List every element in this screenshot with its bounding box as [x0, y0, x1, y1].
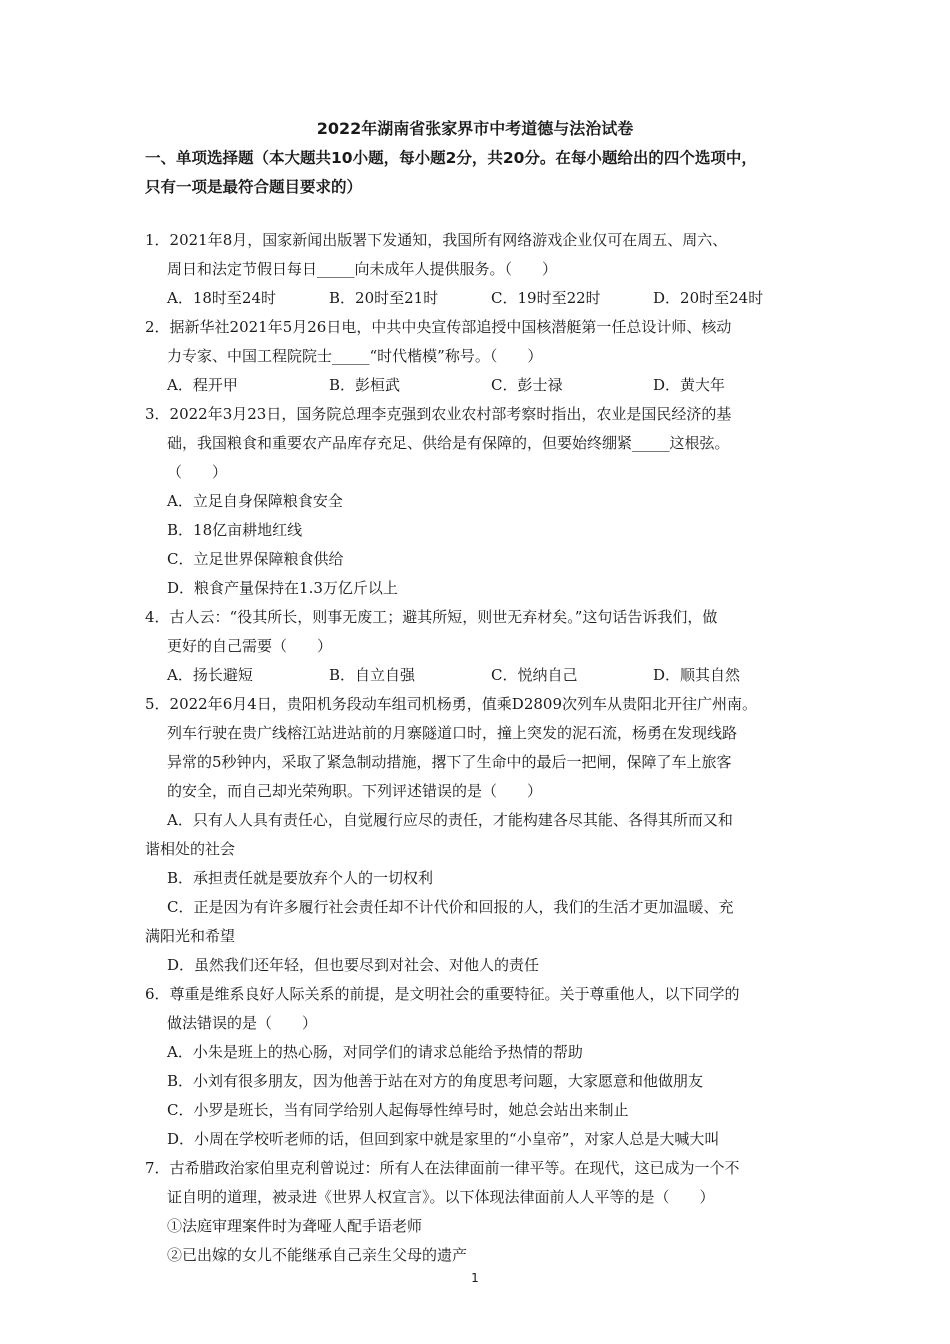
question-3-stem-cont: 础，我国粮食和重要农产品库存充足、供给是有保障的，但要始终绷紧_____这根弦。: [167, 434, 730, 452]
question-3-stem: 3．2022年3月23日，国务院总理李克强到农业农村部考察时指出，农业是国民经济的基: [145, 405, 732, 423]
question-4: [145, 603, 825, 690]
option-c[interactable]: C．彭士禄: [491, 376, 563, 394]
question-2-stem: 2．据新华社2021年5月26日电，中共中央宣传部追授中国核潜艇第一任总设计师、核动: [145, 318, 732, 336]
option-b[interactable]: B．20时至21时: [329, 289, 439, 307]
question-1-stem-cont: 周日和法定节假日每日_____向未成年人提供服务。（ ）: [167, 260, 558, 278]
question-6-stem: 6．尊重是维系良好人际关系的前提，是文明社会的重要特征。关于尊重他人，以下同学的: [145, 985, 740, 1003]
question-2: [145, 313, 825, 400]
option-d[interactable]: D．黄大年: [653, 376, 726, 394]
question-5: [145, 690, 825, 980]
question-5-stem-cont: 列车行驶在贵广线榕江站进站前的月寨隧道口时，撞上突发的泥石流，杨勇在发现线路: [167, 724, 738, 742]
option-b[interactable]: B．小刘有很多朋友，因为他善于站在对方的角度思考问题，大家愿意和他做朋友: [167, 1072, 704, 1090]
question-4-options: [145, 661, 825, 690]
option-a[interactable]: A．程开甲: [167, 376, 238, 394]
page-number: 1: [471, 1271, 479, 1285]
section-heading-line-2: 只有一项是最符合题目要求的）: [145, 178, 363, 196]
statement-2: ②已出嫁的女儿不能继承自己亲生父母的遗产: [167, 1246, 468, 1264]
question-list: [145, 226, 825, 1270]
page-title: 2022年湖南省张家界市中考道德与法治试卷: [316, 119, 634, 138]
option-a[interactable]: A．扬长避短: [167, 666, 253, 684]
question-6: [145, 980, 825, 1154]
question-5-stem-cont: 异常的5秒钟内，采取了紧急制动措施，撂下了生命中的最后一把闸，保障了车上旅客: [167, 753, 732, 771]
option-a[interactable]: A．小朱是班上的热心肠，对同学们的请求总能给予热情的帮助: [167, 1043, 583, 1061]
question-7-stem: 7．古希腊政治家伯里克利曾说过：所有人在法律面前一律平等。在现代，这已成为一个不: [145, 1159, 740, 1177]
option-b[interactable]: B．自立自强: [329, 666, 416, 684]
option-c[interactable]: C．19时至22时: [491, 289, 601, 307]
question-3: [145, 400, 825, 603]
statement-1: ①法庭审理案件时为聋哑人配手语老师: [167, 1217, 423, 1235]
option-d[interactable]: D．小周在学校听老师的话，但回到家中就是家里的“小皇帝”，对家人总是大喊大叫: [167, 1130, 720, 1148]
option-c[interactable]: C．正是因为有许多履行社会责任却不计代价和回报的人，我们的生活才更加温暖、充: [167, 898, 734, 916]
option-b[interactable]: B．18亿亩耕地红线: [167, 521, 303, 539]
option-a[interactable]: A．只有人人具有责任心，自觉履行应尽的责任，才能构建各尽其能、各得其所而又和: [167, 811, 733, 829]
option-b[interactable]: B．承担责任就是要放弃个人的一切权利: [167, 869, 434, 887]
question-1-stem: 1．2021年8月，国家新闻出版署下发通知，我国所有网络游戏企业仅可在周五、周六、: [145, 231, 728, 249]
question-5-stem-cont: 的安全，而自己却光荣殉职。下列评述错误的是（ ）: [167, 782, 543, 800]
option-b[interactable]: B．彭桓武: [329, 376, 401, 394]
option-d[interactable]: D．顺其自然: [653, 666, 741, 684]
question-3-answer-bracket: （ ）: [167, 463, 228, 481]
question-1: [145, 226, 825, 313]
option-d[interactable]: D．虽然我们还年轻，但也要尽到对社会、对他人的责任: [167, 956, 540, 974]
question-4-stem-cont: 更好的自己需要（ ）: [167, 637, 333, 655]
option-a[interactable]: A．18时至24时: [167, 289, 277, 307]
option-a[interactable]: A．立足自身保障粮食安全: [167, 492, 343, 510]
question-1-options: [145, 284, 825, 313]
option-c[interactable]: C．立足世界保障粮食供给: [167, 550, 344, 568]
question-4-stem: 4．古人云：“役其所长，则事无废工；避其所短，则世无弃材矣。”这句话告诉我们，做: [145, 608, 718, 626]
section-heading: [145, 144, 825, 202]
option-c-cont: 满阳光和希望: [145, 927, 236, 945]
question-7: [145, 1154, 825, 1270]
question-5-stem: 5．2022年6月4日，贵阳机务段动车组司机杨勇，值乘D2809次列车从贵阳北开往广州南。: [145, 695, 758, 713]
option-c[interactable]: C．悦纳自己: [491, 666, 578, 684]
option-c[interactable]: C．小罗是班长，当有同学给别人起侮辱性绰号时，她总会站出来制止: [167, 1101, 629, 1119]
option-d[interactable]: D．粮食产量保持在1.3万亿斤以上: [167, 579, 398, 597]
option-a-cont: 谐相处的社会: [145, 840, 236, 858]
section-heading-line-1: 一、单项选择题（本大题共10小题，每小题2分，共20分。在每小题给出的四个选项中，: [145, 149, 757, 167]
question-2-stem-cont: 力专家、中国工程院院士_____“时代楷模”称号。（ ）: [167, 347, 543, 365]
question-6-stem-cont: 做法错误的是（ ）: [167, 1014, 318, 1032]
option-d[interactable]: D．20时至24时: [653, 289, 764, 307]
question-2-options: [145, 371, 825, 400]
question-7-stem-cont: 证自明的道理，被录进《世界人权宣言》。以下体现法律面前人人平等的是（ ）: [167, 1188, 715, 1206]
